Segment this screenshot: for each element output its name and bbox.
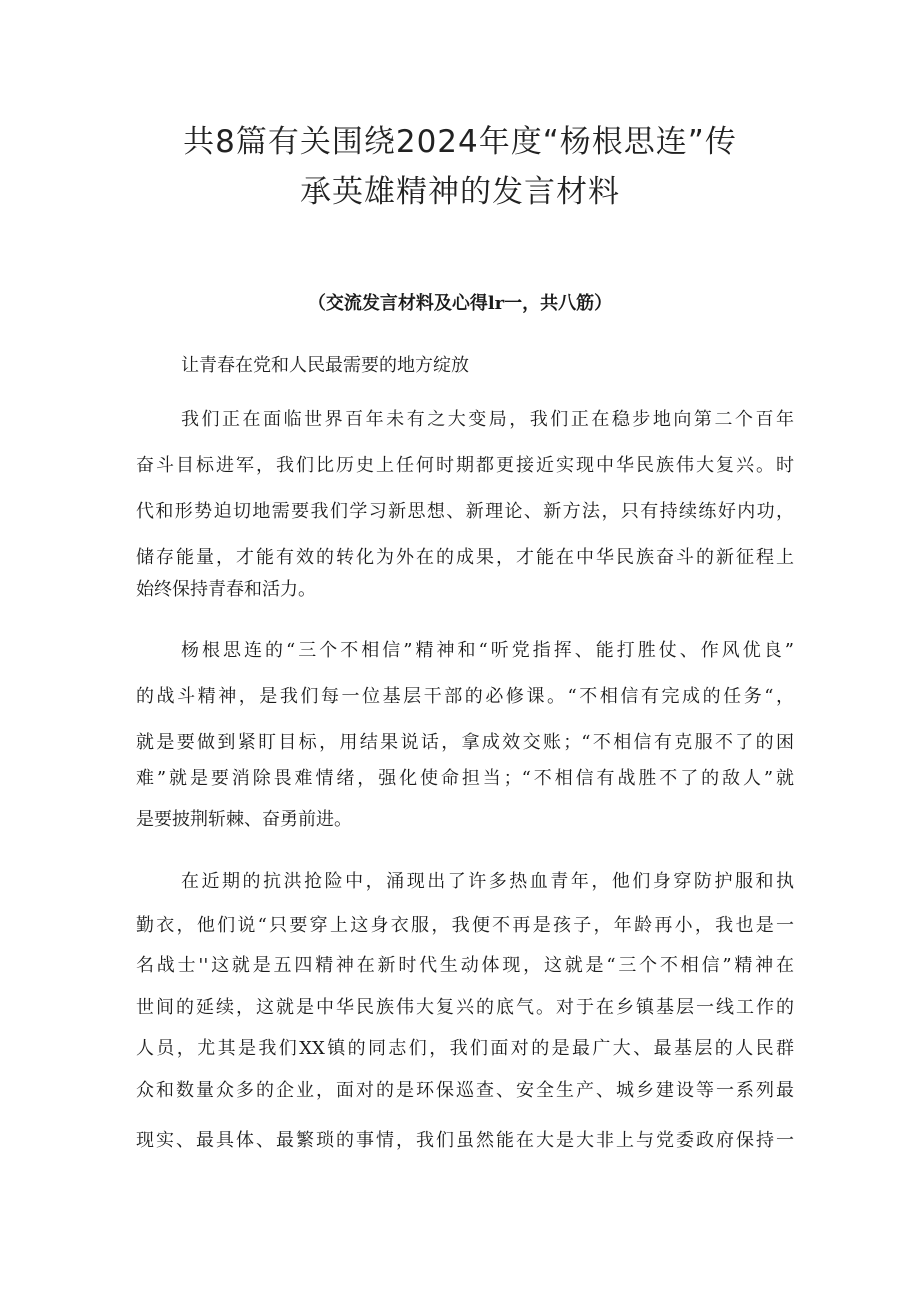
paragraph-line: 名战士''这就是五四精神在新时代生动体现，这就是“三个不相信”精神在: [136, 955, 794, 976]
paragraph-line: 世间的延续，这就是中华民族伟大复兴的底气。对于在乡镇基层一线工作的: [136, 997, 794, 1018]
paragraph-line: 就是要做到紧盯目标，用结果说话，拿成效交账；“不相信有克服不了的困: [136, 732, 794, 753]
paragraph-line: 始终保持青春和活力。: [136, 579, 316, 600]
paragraph-line: 杨根思连的“三个不相信”精神和“听党指挥、能打胜仗、作风优良”: [181, 640, 794, 661]
paragraph-line: 我们正在面临世界百年未有之大变局，我们正在稳步地向第二个百年: [181, 409, 794, 430]
paragraph-line: 众和数量众多的企业，面对的是环保巡查、安全生产、城乡建设等一系列最: [136, 1080, 794, 1101]
paragraph-line: 在近期的抗洪抢险中，涌现出了许多热血青年，他们身穿防护服和执: [181, 871, 794, 892]
paragraph-line: 勤衣，他们说“只要穿上这身衣服，我便不再是孩子，年龄再小，我也是一: [136, 915, 794, 936]
document-subtitle: （交流发言材料及心得lr一，共八筋）: [307, 293, 613, 314]
paragraph-line: 现实、最具体、最繁琐的事情，我们虽然能在大是大非上与党委政府保持一: [136, 1130, 794, 1151]
paragraph-line: 代和形势迫切地需要我们学习新思想、新理论、新方法，只有持续练好内功，: [136, 501, 794, 522]
paragraph-line: 难”就是要消除畏难情绪，强化使命担当；“不相信有战胜不了的敌人”就: [136, 768, 794, 789]
section-heading: 让青春在党和人民最需要的地方绽放: [181, 355, 469, 376]
paragraph-line: 储存能量，才能有效的转化为外在的成果，才能在中华民族奋斗的新征程上: [136, 547, 794, 568]
paragraph-line: 的战斗精神，是我们每一位基层干部的必修课。“不相信有完成的任务“，: [136, 686, 794, 707]
paragraph-line: 是要披荆斩棘、奋勇前进。: [136, 809, 352, 830]
document-title-line-1: 共8篇有关围绕2024年度“杨根思连”传: [183, 124, 737, 160]
paragraph-line: 人员，尤其是我们XX镇的同志们，我们面对的是最广大、最基层的人民群: [136, 1038, 794, 1059]
document-title-line-2: 承英雄精神的发言材料: [300, 174, 620, 210]
paragraph-line: 奋斗目标进军，我们比历史上任何时期都更接近实现中华民族伟大复兴。时: [136, 455, 794, 476]
